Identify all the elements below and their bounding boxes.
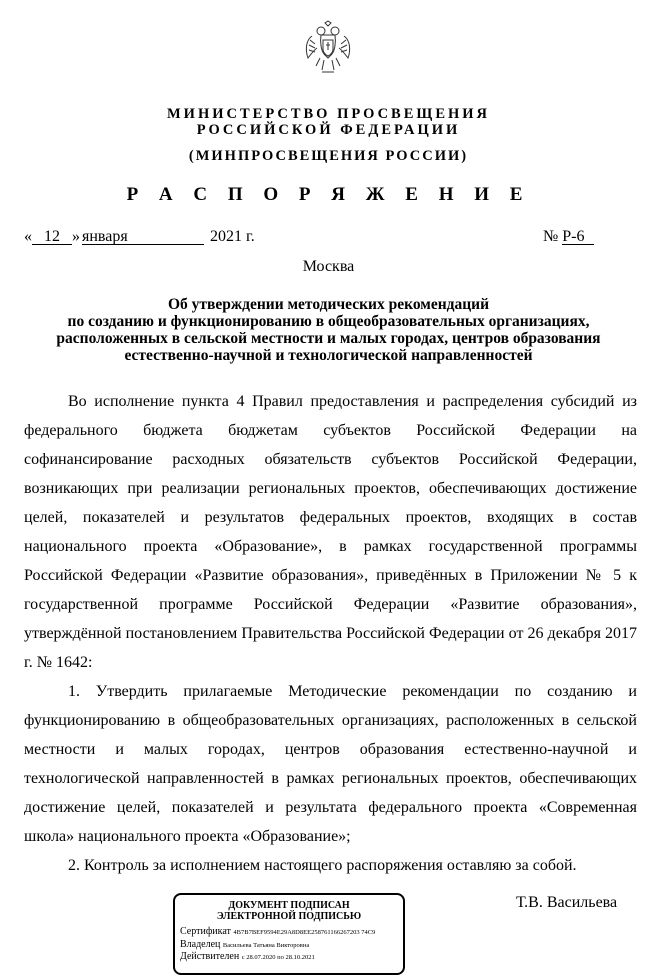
certificate-label: Сертификат [180, 926, 231, 937]
document-number [543, 228, 594, 246]
title-line: естественно-научной и технологической направленностей [124, 347, 533, 364]
document-type-title: Р А С П О Р Я Ж Е Н И Е [126, 184, 531, 205]
city: Москва [302, 258, 355, 275]
document-body [24, 387, 637, 880]
title-line: по созданию и функционированию в общеобразовательных организациях, [67, 313, 590, 330]
ministry-short-name: (МИНПРОСВЕЩЕНИЯ РОССИИ) [188, 148, 469, 164]
date-month: января [82, 229, 204, 245]
owner-label: Владелец [180, 938, 221, 950]
owner-value: Васильева Татьяна Викторовна [222, 941, 310, 949]
title-line: расположенных в сельской местности и малых городах, центров образования [56, 330, 601, 347]
ministry-name-line1: МИНИСТЕРСТВО ПРОСВЕЩЕНИЯ [166, 106, 491, 122]
stamp-heading-line2: ЭЛЕКТРОННОЙ ПОДПИСЬЮ [216, 911, 362, 922]
stamp-heading-line1: ДОКУМЕНТ ПОДПИСАН [228, 900, 350, 911]
number-prefix: № [543, 228, 559, 245]
coat-of-arms-emblem [302, 20, 354, 78]
document-date [24, 228, 255, 246]
signer-name: Т.В. Васильева [516, 894, 618, 911]
certificate-value: 4B7B7BEF9594E29A8D8EE258761166267203 74C9 [233, 929, 376, 936]
date-close-quote: » [72, 228, 80, 245]
validity-label: Действителен [180, 951, 240, 962]
title-line: Об утверждении методических рекомендаций [167, 296, 490, 313]
stamp-certificate-row [175, 926, 403, 939]
intro-paragraph: Во исполнение пункта 4 Правил предоставления и распределения субсидий из федерального бюджета бюджетам субъектов Российской Федерации на софинансирование расходных обязательств субъектов Российской Федерации, возникающих при реализации региональных проектов, обеспечивающих достижение целей, показателей и результатов федеральных проектов, входящих в состав национального проекта «Образование», в рамках государственной программы Российской Федерации «Развитие образования», приведённых в Приложении № 5 к государственной программе Российской Федерации «Развитие образования», утверждённой постановлением Правительства Российской Федерации от 26 декабря 2017 г. № 1642: [24, 393, 637, 671]
date-day: 12 [32, 229, 72, 245]
document-title [0, 296, 657, 364]
date-open-quote: « [24, 228, 32, 245]
item-1-paragraph: 1. Утвердить прилагаемые Методические рекомендации по созданию и функционированию в общеобразовательных организациях, расположенных в сельской местности и малых городах, центров образования естественно-научной и технологической направленностей в рамках региональных проектов, обеспечивающих достижение целей, показателей и результата федерального проекта «Современная школа» национального проекта «Образование»; [24, 683, 637, 845]
stamp-validity-row [175, 951, 403, 964]
ministry-name-line2: РОССИЙСКОЙ ФЕДЕРАЦИИ [196, 122, 461, 138]
number-value: Р-6 [562, 229, 594, 245]
item-2-paragraph: 2. Контроль за исполнением настоящего распоряжения оставляю за собой. [68, 857, 577, 874]
stamp-owner-row [175, 939, 403, 952]
date-year: 2021 г. [210, 228, 255, 245]
electronic-signature-stamp [173, 893, 405, 975]
validity-value: с 28.07.2020 по 28.10.2021 [241, 954, 315, 961]
